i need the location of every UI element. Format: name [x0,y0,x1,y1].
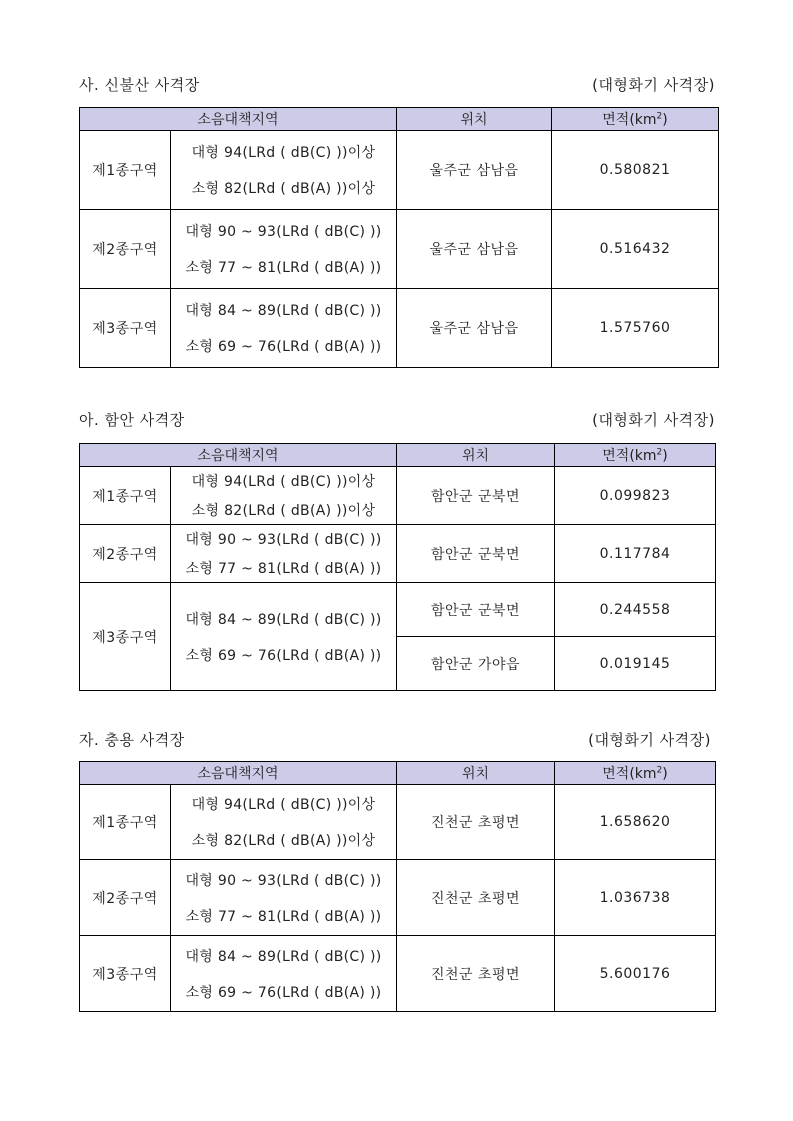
section-title: 아. 함안 사격장 [79,411,185,429]
noise-criteria [171,467,397,525]
location: 진천군 초평면 [397,860,555,936]
zone-name: 제3종구역 [80,289,171,368]
criteria-large: 대형 90 ~ 93(LRd ( dB(C) )) [185,224,382,240]
header-area: 면적$(km^2)$ [555,762,716,785]
zone-name: 제1종구역 [80,785,171,860]
location: 함안군 군북면 [397,467,555,525]
header-area: 면적$(km^2)$ [552,108,719,131]
criteria-large: 대형 94(LRd ( dB(C) ))이상 [191,797,376,813]
noise-criteria [171,785,397,860]
area-value: 5.600176 [555,936,716,1012]
section-title-row [79,729,711,750]
area-value: 0.580821 [552,131,719,210]
header-zone: 소음대책지역 [80,108,397,131]
criteria-small: 소형 77 ~ 81(LRd ( dB(A) )) [185,561,382,577]
noise-criteria [171,936,397,1012]
area-value: 0.019145 [555,637,716,691]
location: 진천군 초평면 [397,785,555,860]
criteria-large: 대형 84 ~ 89(LRd ( dB(C) )) [185,948,382,965]
header-location: 위치 [397,108,552,131]
zone-name: 제2종구역 [80,210,171,289]
location: 함안군 군북면 [397,583,555,637]
noise-zone-table [79,107,719,368]
criteria-large: 대형 90 ~ 93(LRd ( dB(C) )) [185,872,382,889]
noise-criteria [171,210,397,289]
zone-name: 제1종구역 [80,467,171,525]
header-location: 위치 [397,444,555,467]
header-zone: 소음대책지역 [80,762,397,785]
criteria-large: 대형 84 ~ 89(LRd ( dB(C) )) [185,611,382,628]
zone-name: 제1종구역 [80,131,171,210]
section-subtitle: (대형화기 사격장) [588,731,711,749]
noise-criteria [171,860,397,936]
criteria-small: 소형 77 ~ 81(LRd ( dB(A) )) [185,260,382,276]
location: 함안군 군북면 [397,525,555,583]
area-value: 0.099823 [555,467,716,525]
location: 울주군 삼남읍 [397,289,552,368]
noise-zone-table [79,761,716,1012]
criteria-large: 대형 94(LRd ( dB(C) ))이상 [191,145,376,161]
criteria-small: 소형 82(LRd ( dB(A) ))이상 [191,833,376,849]
noise-criteria [171,289,397,368]
noise-criteria [171,131,397,210]
section-title: 사. 신불산 사격장 [79,76,200,94]
location: 함안군 가야읍 [397,637,555,691]
area-value: 0.516432 [552,210,719,289]
zone-name: 제3종구역 [80,583,171,691]
criteria-small: 소형 82(LRd ( dB(A) ))이상 [191,181,376,197]
header-area: 면적$(km^2)$ [555,444,716,467]
header-location: 위치 [397,762,555,785]
criteria-small: 소형 69 ~ 76(LRd ( dB(A) )) [185,647,382,664]
zone-name: 제3종구역 [80,936,171,1012]
area-value: 1.658620 [555,785,716,860]
criteria-small: 소형 82(LRd ( dB(A) ))이상 [191,503,376,519]
area-value: 1.575760 [552,289,719,368]
section-title: 자. 충용 사격장 [79,731,185,749]
area-value: 0.117784 [555,525,716,583]
section-title-row [79,74,715,95]
criteria-small: 소형 77 ~ 81(LRd ( dB(A) )) [185,908,382,925]
noise-criteria [171,583,397,691]
area-value: 0.244558 [555,583,716,637]
criteria-small: 소형 69 ~ 76(LRd ( dB(A) )) [185,339,382,355]
area-value: 1.036738 [555,860,716,936]
criteria-large: 대형 90 ~ 93(LRd ( dB(C) )) [185,532,382,548]
section-subtitle: (대형화기 사격장) [592,76,715,94]
zone-name: 제2종구역 [80,860,171,936]
criteria-small: 소형 69 ~ 76(LRd ( dB(A) )) [185,984,382,1001]
header-zone: 소음대책지역 [80,444,397,467]
criteria-large: 대형 94(LRd ( dB(C) ))이상 [191,474,376,490]
criteria-large: 대형 84 ~ 89(LRd ( dB(C) )) [185,303,382,319]
zone-name: 제2종구역 [80,525,171,583]
section-subtitle: (대형화기 사격장) [592,411,715,429]
location: 울주군 삼남읍 [397,131,552,210]
noise-criteria [171,525,397,583]
location: 진천군 초평면 [397,936,555,1012]
section-title-row [79,409,715,430]
location: 울주군 삼남읍 [397,210,552,289]
noise-zone-table [79,443,716,691]
